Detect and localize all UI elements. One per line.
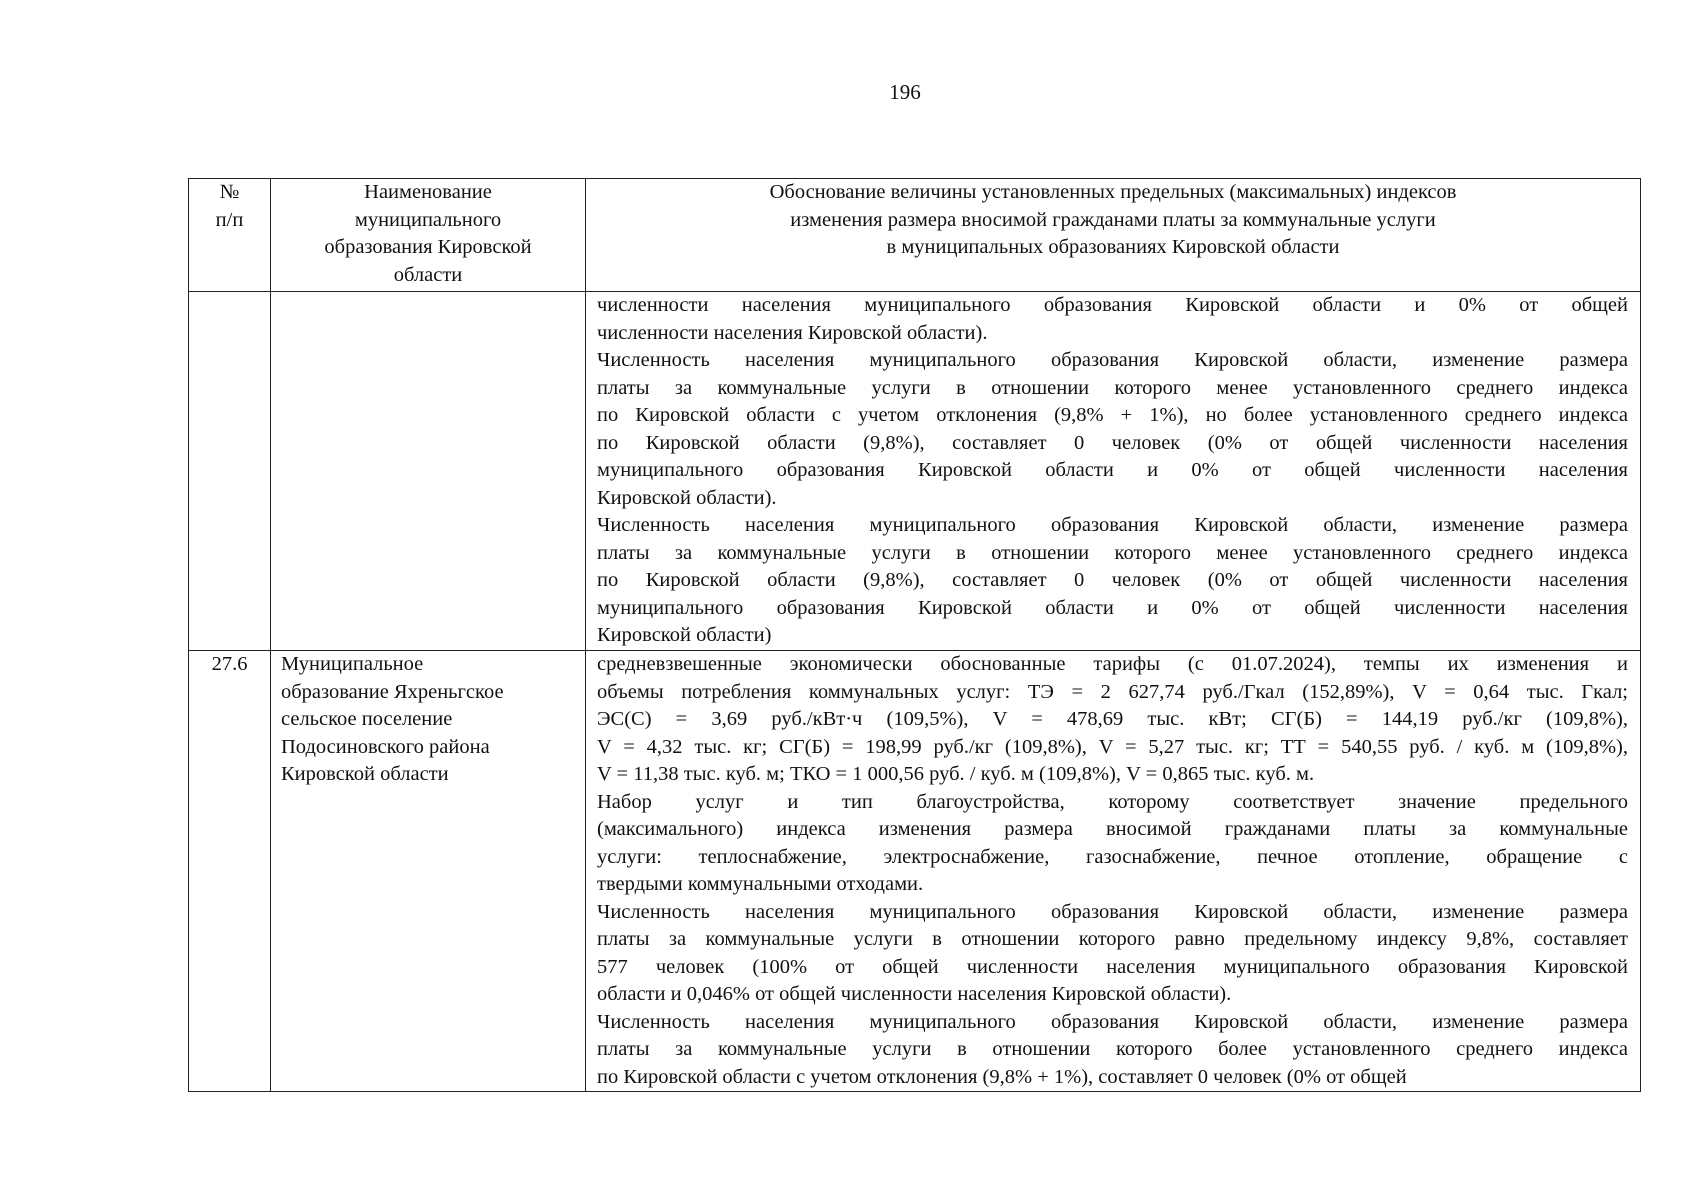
text-line: V = 4,32 тыс. кг; СГ(Б) = 198,99 руб./кг (109,8%), V = 5,27 тыс. кг; ТТ = 540,55 руб. / куб. м (109,8%), [597,735,1628,758]
header-line: изменения размера вносимой гражданами платы за коммунальные услуги [790,208,1436,231]
paragraph [597,347,1628,512]
text-line: платы за коммунальные услуги в отношении которого более установленного среднего индекса [597,1038,1628,1060]
header-line: области [393,263,463,286]
name-line: Муниципальное [281,653,424,675]
text-line: ЭС(С) = 3,69 руб./кВт·ч (109,5%), V = 478,69 тыс. кВт; СГ(Б) = 144,19 руб./кг (109,8%), [597,708,1628,730]
header-line: № [219,181,240,203]
text-line: услуги: теплоснабжение, электроснабжение, газоснабжение, печное отопление, обращение с [597,845,1628,868]
text-line: муниципального образования Кировской области и 0% от общей численности населения [597,459,1628,481]
municipality-name [271,651,586,1092]
basis-text [586,292,1641,651]
text-line: объемы потребления коммунальных услуг: ТЭ = 2 627,74 руб./Гкал (152,89%), V = 0,64 тыс. Гкал; [597,680,1628,703]
paragraph [597,789,1628,899]
paragraph [597,292,1628,347]
text-line: твердыми коммунальными отходами. [597,873,924,895]
name-line: Подосиновского района [281,735,490,758]
header-basis [586,179,1641,292]
text-line: средневзвешенные экономически обоснованные тарифы (с 01.07.2024), темпы их изменения и [597,653,1628,675]
table-row [189,651,1641,1092]
page-number: 196 [889,80,921,104]
header-name [271,179,586,292]
paragraph [597,651,1628,789]
row-number [189,292,271,651]
text-line: Набор услуг и тип благоустройства, которому соответствует значение предельного [597,790,1628,813]
table-row [189,292,1641,651]
text-line: Кировской области) [597,624,772,646]
row-number: 27.6 [189,651,271,1092]
text-line: по Кировской области (9,8%), составляет 0 человек (0% от общей численности населения [597,569,1628,591]
name-line: Кировской области [281,763,449,785]
text-line: Кировской области). [597,486,777,509]
text-line: Численность населения муниципального образования Кировской области, изменение размера [597,349,1628,371]
text-line: 577 человек (100% от общей численности населения муниципального образования Кировской [597,955,1628,978]
text-line: численности населения Кировской области). [597,321,988,344]
text-line: Численность населения муниципального образования Кировской области, изменение размера [597,1010,1628,1033]
paragraph [597,1009,1628,1092]
text-line: платы за коммунальные услуги в отношении которого менее установленного среднего индекса [597,376,1628,399]
indices-table [188,178,1641,1092]
name-line: образование Яхреньгское [281,680,504,703]
header-line: муниципального [354,208,502,231]
municipality-name [271,292,586,651]
text-line: платы за коммунальные услуги в отношении которого менее установленного среднего индекса [597,541,1628,564]
header-number [189,179,271,292]
text-line: Численность населения муниципального образования Кировской области, изменение размера [597,900,1628,923]
paragraph [597,512,1628,650]
header-line: Обоснование величины установленных предельных (максимальных) индексов [769,181,1457,203]
text-line: V = 11,38 тыс. куб. м; ТКО = 1 000,56 руб. / куб. м (109,8%), V = 0,865 тыс. куб. м. [597,763,1315,785]
paragraph [597,899,1628,1009]
header-line: в муниципальных образованиях Кировской области [886,236,1340,258]
header-line: Наименование [364,181,492,203]
text-line: области и 0,046% от общей численности населения Кировской области). [597,983,1232,1005]
text-line: численности населения муниципального образования Кировской области и 0% от общей [597,294,1628,316]
basis-text [586,651,1641,1092]
table-header [189,179,1641,292]
text-line: муниципального образования Кировской области и 0% от общей численности населения [597,596,1628,619]
text-line: по Кировской области с учетом отклонения (9,8% + 1%), составляет 0 человек (0% от общей [597,1065,1407,1088]
name-line: сельское поселение [281,708,453,730]
text-line: платы за коммунальные услуги в отношении которого равно предельному индексу 9,8%, составляет [597,928,1628,950]
text-line: по Кировской области (9,8%), составляет 0 человек (0% от общей численности населения [597,431,1628,454]
text-line: (максимального) индекса изменения размера вносимой гражданами платы за коммунальные [597,818,1628,840]
text-line: Численность населения муниципального образования Кировской области, изменение размера [597,514,1628,536]
header-line: п/п [215,208,244,231]
header-line: образования Кировской [324,236,532,258]
text-line: по Кировской области с учетом отклонения (9,8% + 1%), но более установленного среднего индекса [597,404,1628,426]
